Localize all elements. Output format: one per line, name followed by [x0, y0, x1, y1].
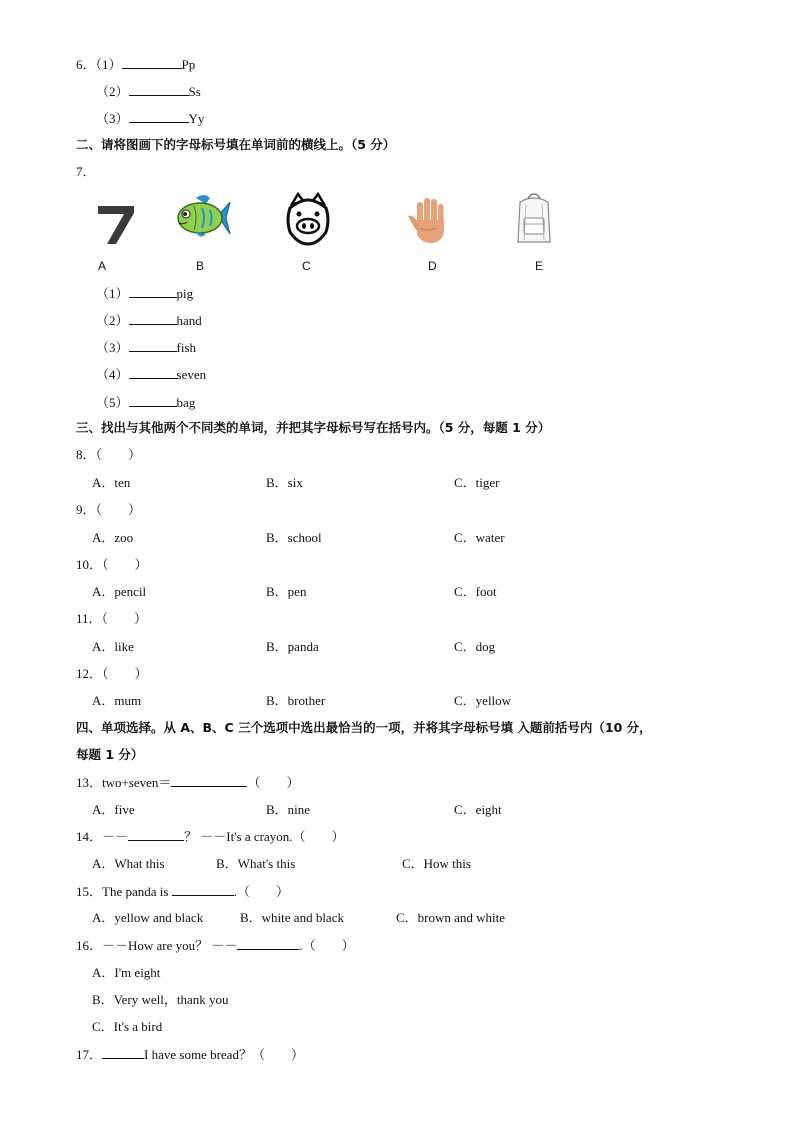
fish-icon: [174, 190, 232, 244]
section-4-heading-cont: 每题 1 分）: [76, 747, 144, 762]
answer-blank[interactable]: [129, 312, 177, 325]
answer-blank[interactable]: [129, 285, 177, 298]
item-index: （5）: [96, 395, 129, 410]
item-text: bag: [176, 395, 196, 410]
item-index: （3）: [96, 340, 129, 355]
option-a[interactable]: A．five: [92, 802, 135, 817]
option-b[interactable]: B．Very well，thank you: [92, 992, 229, 1007]
option-c[interactable]: C．water: [454, 530, 505, 545]
option-c[interactable]: C．yellow: [454, 693, 512, 708]
option-a[interactable]: A．mum: [92, 693, 142, 708]
option-c[interactable]: C．foot: [454, 584, 497, 599]
number-seven-icon: [94, 198, 140, 248]
q13-stem: [76, 774, 299, 791]
answer-blank[interactable]: [122, 56, 182, 69]
item-index: （2）: [96, 84, 129, 99]
option-a[interactable]: A．like: [92, 639, 134, 654]
item-text: fish: [176, 340, 197, 355]
item-text: seven: [176, 367, 207, 382]
q7-item-1: [96, 285, 193, 302]
option-c[interactable]: C．How this: [402, 856, 471, 871]
item-index: （3）: [96, 111, 129, 126]
answer-blank[interactable]: [129, 366, 177, 379]
answer-bracket: .（ ）: [299, 938, 355, 953]
q7-item-5: [96, 394, 195, 411]
question-text: ？ －－It's a crayon.（ ）: [184, 829, 345, 844]
picture-label: A: [98, 259, 107, 273]
hand-icon: [406, 196, 454, 244]
answer-blank[interactable]: [172, 883, 234, 896]
picture-label: E: [535, 259, 544, 273]
backpack-icon: [510, 190, 558, 246]
section-2-heading: 二、请将图画下的字母标号填在单词前的横线上。（5 分）: [76, 137, 396, 152]
picture-label: D: [428, 259, 437, 273]
option-b[interactable]: B．white and black: [240, 910, 344, 925]
q17-stem: [76, 1046, 304, 1063]
question-text: I have some bread？（ ）: [144, 1047, 304, 1062]
item-text: Ss: [188, 84, 201, 99]
question-text: 14．－－: [76, 829, 129, 844]
question-number: 7．: [76, 164, 96, 179]
question-number: 12．（ ）: [76, 666, 148, 681]
picture-label: C: [302, 259, 311, 273]
option-b[interactable]: B．six: [266, 475, 303, 490]
answer-bracket: .（ ）: [233, 884, 289, 899]
question-text: 15．The panda is: [76, 884, 169, 899]
answer-blank[interactable]: [129, 83, 189, 96]
option-c[interactable]: C．eight: [454, 802, 502, 817]
option-b[interactable]: B．brother: [266, 693, 326, 708]
option-c[interactable]: C．It's a bird: [92, 1019, 163, 1034]
option-b[interactable]: B．panda: [266, 639, 319, 654]
question-text: 16．－－How are you？ －－: [76, 938, 238, 953]
q7-item-3: [96, 339, 196, 356]
answer-blank[interactable]: [102, 1046, 144, 1059]
answer-blank[interactable]: [237, 937, 299, 950]
answer-blank[interactable]: [129, 394, 177, 407]
option-a[interactable]: A．zoo: [92, 530, 134, 545]
option-b[interactable]: B．nine: [266, 802, 311, 817]
option-a[interactable]: A．ten: [92, 475, 131, 490]
option-c[interactable]: C．tiger: [454, 475, 500, 490]
question-number: 6．: [76, 57, 96, 72]
q7-item-4: [96, 366, 206, 383]
item-text: Pp: [181, 57, 196, 72]
answer-blank[interactable]: [171, 774, 247, 787]
question-number: 10．（ ）: [76, 557, 148, 572]
q15-stem: [76, 883, 289, 900]
q6-line-3: [96, 110, 204, 127]
section-4-heading: 四、单项选择。从 A、B、C 三个选项中选出最恰当的一项，并将其字母标号填 入题前括号内（10 分，: [76, 720, 652, 735]
item-index: （2）: [96, 313, 129, 328]
option-c[interactable]: C．dog: [454, 639, 496, 654]
question-text: 13．two+seven＝: [76, 775, 172, 790]
option-a[interactable]: A．I'm eight: [92, 965, 161, 980]
q16-stem: [76, 937, 355, 954]
pig-icon: [282, 192, 334, 246]
option-a[interactable]: A．pencil: [92, 584, 147, 599]
picture-label: B: [196, 259, 205, 273]
option-b[interactable]: B．school: [266, 530, 322, 545]
q7-item-2: [96, 312, 202, 329]
question-number: 17．: [76, 1047, 103, 1062]
answer-blank[interactable]: [129, 110, 189, 123]
option-b[interactable]: B．What's this: [216, 856, 296, 871]
option-a[interactable]: A．yellow and black: [92, 910, 204, 925]
item-text: Yy: [188, 111, 205, 126]
answer-bracket: （ ）: [247, 775, 300, 790]
question-number: 9．（ ）: [76, 502, 142, 517]
option-b[interactable]: B．pen: [266, 584, 307, 599]
item-index: （4）: [96, 367, 129, 382]
q14-stem: [76, 828, 345, 845]
item-index: （1）: [95, 57, 122, 72]
item-index: （1）: [96, 286, 129, 301]
option-c[interactable]: C．brown and white: [396, 910, 506, 925]
section-3-heading: 三、找出与其他两个不同类的单词，并把其字母标号写在括号内。（5 分，每题 1 分）: [76, 420, 551, 435]
answer-blank[interactable]: [128, 828, 184, 841]
item-text: pig: [176, 286, 194, 301]
q6-line-2: [96, 83, 201, 100]
question-number: 8．（ ）: [76, 447, 142, 462]
answer-blank[interactable]: [129, 339, 177, 352]
q6-line-1: [76, 56, 195, 73]
item-text: hand: [176, 313, 202, 328]
option-a[interactable]: A．What this: [92, 856, 165, 871]
question-number: 11．（ ）: [76, 611, 148, 626]
